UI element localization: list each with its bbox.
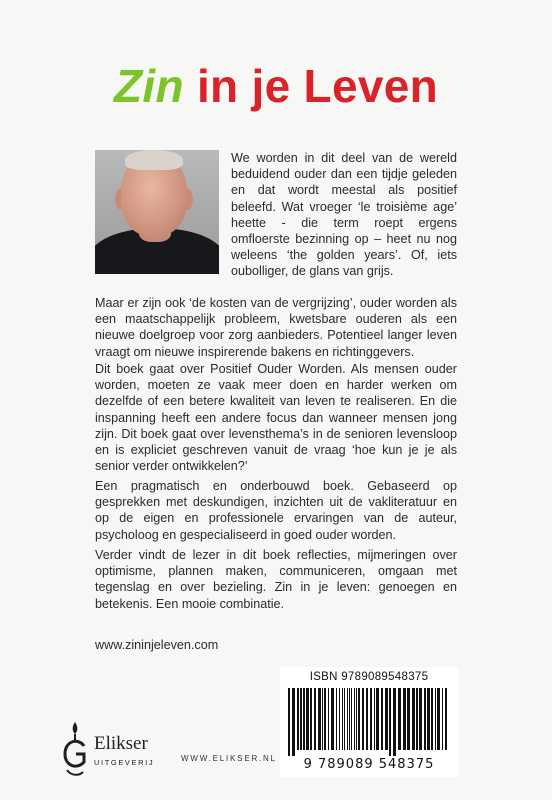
barcode-bar: [362, 688, 364, 750]
barcode-bar: [370, 688, 372, 750]
barcode-bar: [328, 688, 329, 750]
publisher-emblem-icon: [57, 720, 93, 780]
author-photo: [95, 150, 219, 274]
body-paragraph-2: Dit boek gaat over Positief Ouder Worden. Als mensen ouder worden, moeten ze vaak meer doen en harder werken om dezelfde of een betere kwaliteit van leven te realiseren. En die inspanning heeft een andere focus dan wanneer mensen jong zijn. Dit boek gaat over levensthema’s in de senioren levensloop en is expliciet geschreven vanuit de vraag ‘hoe kun je je als senior verder ontwikkelen?’: [95, 362, 457, 474]
title-rest: in je Leven: [196, 60, 439, 112]
barcode-bar: [356, 688, 357, 750]
barcode-bar: [431, 688, 433, 750]
barcode-bar: [318, 688, 321, 750]
isbn-label: ISBN 9789089548375: [309, 671, 429, 683]
barcode-bars: [286, 688, 452, 756]
barcode-digits: 9 789089 548375: [303, 757, 435, 772]
publisher-subtitle: UITGEVERIJ: [94, 758, 155, 767]
barcode-bar: [398, 688, 401, 750]
barcode-bar: [344, 688, 345, 750]
publisher-website: WWW.ELIKSER.NL: [181, 754, 277, 763]
barcode-bar: [424, 688, 426, 750]
body-paragraph-3: Een pragmatisch en onderbouwd boek. Gebaseerd op gesprekken met deskundigen, inzichten uit de vakliteratuur en op de eigen en professionele ervaringen van de auteur, psycholoog en gespecialiseerd in goed ouder worden.: [95, 479, 457, 542]
barcode-bar: [407, 688, 410, 750]
barcode-bar: [358, 688, 360, 750]
barcode-bar: [351, 688, 352, 750]
barcode-bar: [389, 688, 391, 756]
barcode-bar: [324, 688, 326, 750]
barcode-bar: [354, 688, 355, 750]
barcode-bar: [445, 688, 447, 750]
barcode-bar: [385, 688, 388, 750]
body-paragraph-4: Verder vindt de lezer in dit boek reflecties, mijmeringen over optimisme, plannen maken, communiceren, omgaan met tegenslag en over bezieling. Zin in je leven: genoegen en betekenis. Een mooie combinatie.: [95, 548, 457, 611]
intro-paragraph-beside-photo: We worden in dit deel van de wereld beduidend ouder dan een tijdje geleden en dat wordt meestal als positief beleefd. Wat vroeger ‘le troisième age’ heette - die term roept ergens omfloerste bezinning op – heet nu nog weleens ‘the golden years’. Of, iets oubolliger, de glans van grijs.: [231, 151, 457, 279]
barcode-bar: [322, 688, 323, 750]
book-website: www.zininjeleven.com: [95, 638, 219, 652]
publisher-name: Elikser: [94, 733, 148, 754]
barcode-bar: [349, 688, 350, 750]
barcode-bar: [374, 688, 375, 750]
barcode-bar: [393, 688, 396, 756]
book-title: [0, 58, 552, 114]
barcode-bar: [435, 688, 436, 750]
barcode-bar: [366, 688, 368, 750]
barcode-bar: [306, 688, 309, 750]
publisher-logo: [57, 720, 177, 780]
barcode-bar: [314, 688, 316, 750]
barcode-bar: [342, 688, 343, 750]
barcode-bar: [339, 688, 340, 750]
isbn-barcode: [280, 667, 458, 777]
barcode-bar: [300, 688, 302, 750]
barcode-bar: [310, 688, 312, 750]
barcode-bar: [437, 688, 440, 750]
barcode-bar: [381, 688, 383, 750]
barcode-bar: [427, 688, 430, 750]
barcode-bar: [288, 688, 290, 756]
title-word-zin: Zin: [113, 60, 184, 112]
barcode-bar: [442, 688, 443, 750]
barcode-bar: [331, 688, 334, 750]
barcode-bar: [336, 688, 337, 750]
barcode-bar: [416, 688, 418, 750]
barcode-bar: [303, 688, 305, 750]
barcode-bar: [347, 688, 348, 750]
barcode-bar: [376, 688, 379, 750]
intro-paragraph-continued: Maar er zijn ook ‘de kosten van de vergrijzing’, ouder worden als een maatschappelijk probleem, kwetsbare ouderen als een nieuwe doelgroep voor zorg aanbieders. Potentieel langer leven vraagt om nieuwe inspirerende bakens en richtinggevers.: [95, 296, 457, 359]
barcode-bar: [412, 688, 415, 750]
barcode-bar: [297, 688, 299, 750]
barcode-bar: [292, 688, 295, 756]
barcode-bar: [403, 688, 406, 750]
barcode-bar: [419, 688, 422, 750]
